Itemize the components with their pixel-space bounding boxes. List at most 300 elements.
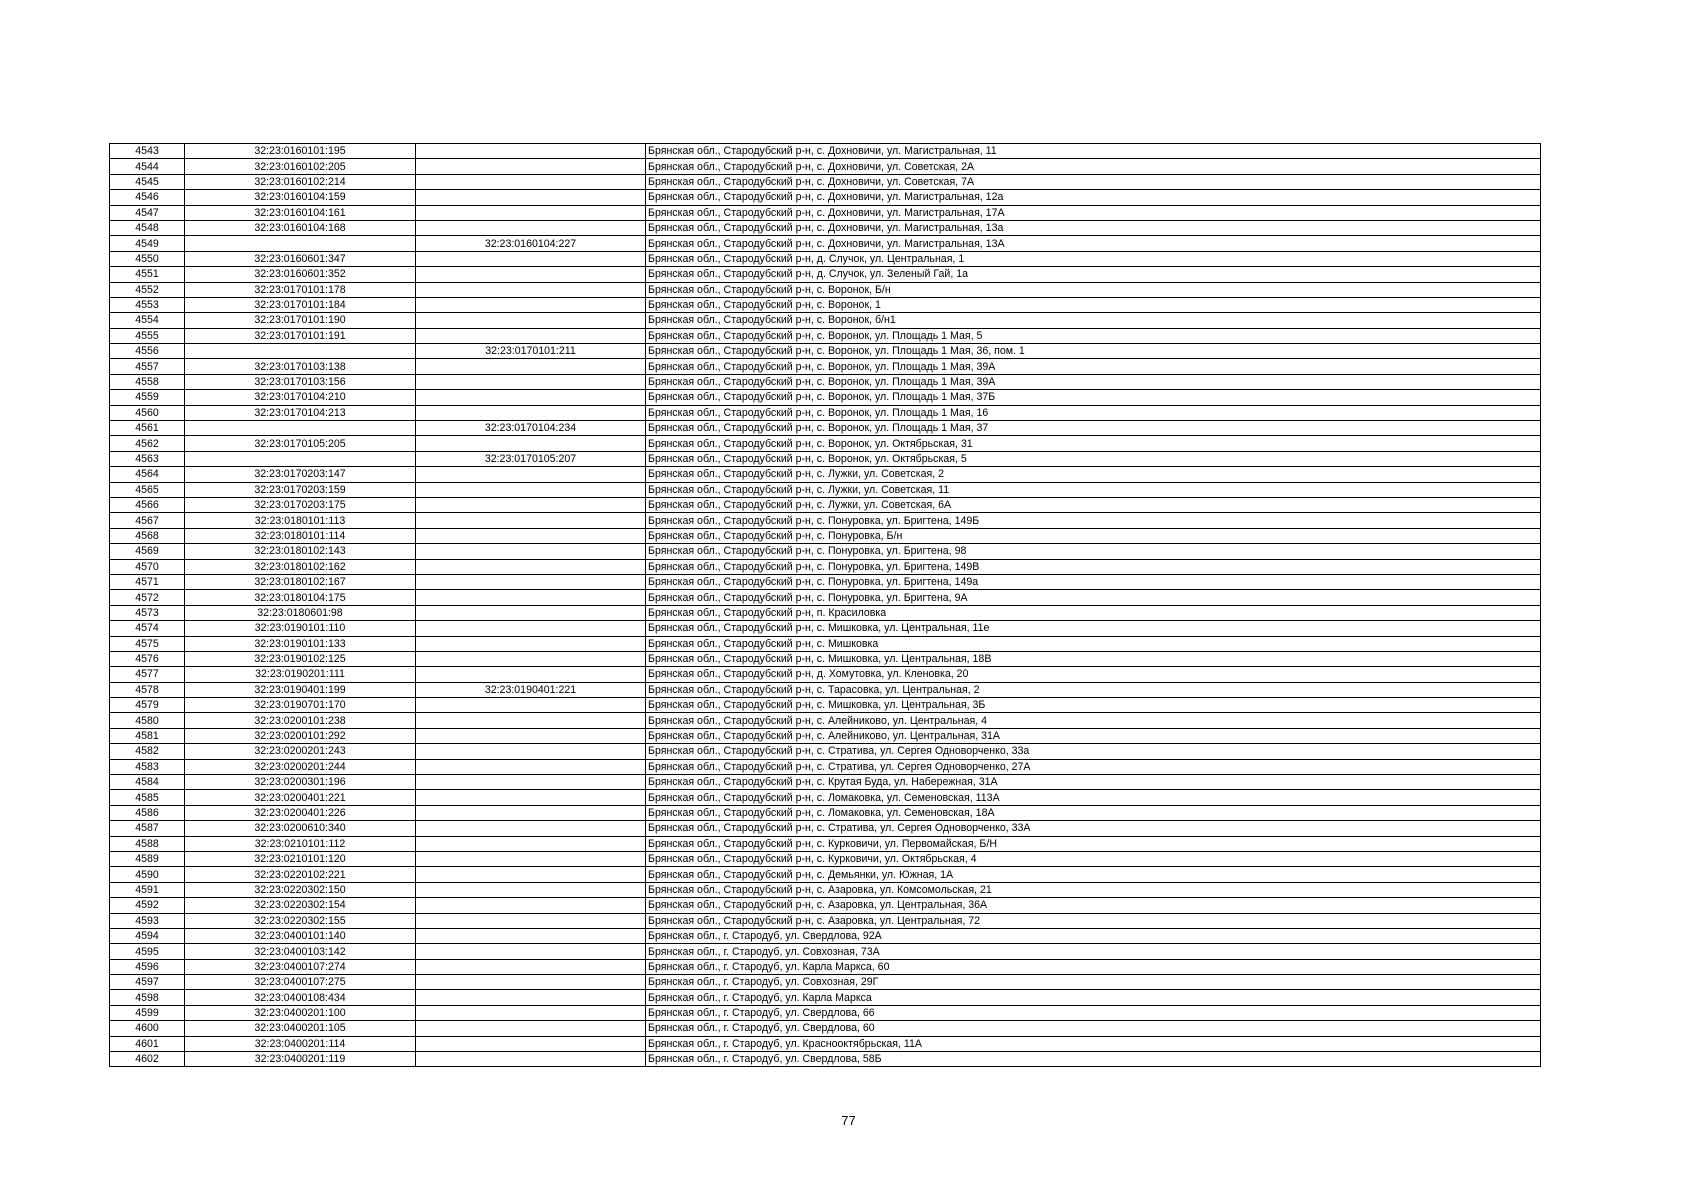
address-cell: Брянская обл., Стародубский р-н, с. Стратива, ул. Сергея Одноворченко, 27А <box>646 759 1541 774</box>
cadastral-number-cell: 32:23:0170101:184 <box>185 297 416 312</box>
row-number-cell: 4573 <box>110 605 185 620</box>
cadastral-number-cell: 32:23:0200401:221 <box>185 790 416 805</box>
cadastral-number-cell: 32:23:0160104:161 <box>185 205 416 220</box>
secondary-cadastral-number-cell <box>416 651 646 666</box>
table-row <box>110 713 1541 728</box>
table-row <box>110 790 1541 805</box>
cadastral-number-cell: 32:23:0180102:143 <box>185 544 416 559</box>
table-row <box>110 513 1541 528</box>
address-cell: Брянская обл., Стародубский р-н, с. Понуровка, Б/н <box>646 528 1541 543</box>
table-row <box>110 1005 1541 1020</box>
secondary-cadastral-number-cell <box>416 559 646 574</box>
table-body <box>110 144 1541 1067</box>
address-cell: Брянская обл., г. Стародуб, ул. Карла Маркса <box>646 990 1541 1005</box>
row-number-cell: 4577 <box>110 667 185 682</box>
table-row <box>110 528 1541 543</box>
table-row <box>110 251 1541 266</box>
table-row <box>110 282 1541 297</box>
secondary-cadastral-number-cell <box>416 867 646 882</box>
cadastral-number-cell: 32:23:0210101:112 <box>185 836 416 851</box>
secondary-cadastral-number-cell <box>416 775 646 790</box>
address-cell: Брянская обл., Стародубский р-н, с. Алейниково, ул. Центральная, 4 <box>646 713 1541 728</box>
address-cell: Брянская обл., Стародубский р-н, с. Воронок, б/н1 <box>646 313 1541 328</box>
secondary-cadastral-number-cell <box>416 390 646 405</box>
cadastral-number-cell: 32:23:0200610:340 <box>185 821 416 836</box>
table-row <box>110 867 1541 882</box>
table-row <box>110 421 1541 436</box>
address-cell: Брянская обл., г. Стародуб, ул. Свердлова, 60 <box>646 1021 1541 1036</box>
row-number-cell: 4590 <box>110 867 185 882</box>
table-row <box>110 1021 1541 1036</box>
secondary-cadastral-number-cell <box>416 636 646 651</box>
table-row <box>110 159 1541 174</box>
secondary-cadastral-number-cell <box>416 898 646 913</box>
secondary-cadastral-number-cell <box>416 821 646 836</box>
row-number-cell: 4561 <box>110 421 185 436</box>
address-cell: Брянская обл., Стародубский р-н, с. Лужки, ул. Советская, 6А <box>646 497 1541 512</box>
address-cell: Брянская обл., Стародубский р-н, с. Воронок, ул. Площадь 1 Мая, 16 <box>646 405 1541 420</box>
row-number-cell: 4576 <box>110 651 185 666</box>
table-row <box>110 267 1541 282</box>
table-row <box>110 374 1541 389</box>
cadastral-number-cell <box>185 421 416 436</box>
address-cell: Брянская обл., Стародубский р-н, с. Азаровка, ул. Комсомольская, 21 <box>646 882 1541 897</box>
cadastral-number-cell: 32:23:0210101:120 <box>185 851 416 866</box>
table-row <box>110 559 1541 574</box>
secondary-cadastral-number-cell <box>416 267 646 282</box>
cadastral-number-cell: 32:23:0180101:114 <box>185 528 416 543</box>
secondary-cadastral-number-cell <box>416 436 646 451</box>
address-cell: Брянская обл., Стародубский р-н, с. Алейниково, ул. Центральная, 31А <box>646 728 1541 743</box>
address-cell: Брянская обл., Стародубский р-н, с. Дохновичи, ул. Магистральная, 12а <box>646 190 1541 205</box>
secondary-cadastral-number-cell <box>416 513 646 528</box>
secondary-cadastral-number-cell <box>416 1021 646 1036</box>
address-cell: Брянская обл., Стародубский р-н, с. Дохновичи, ул. Советская, 7А <box>646 174 1541 189</box>
cadastral-number-cell: 32:23:0160104:159 <box>185 190 416 205</box>
row-number-cell: 4574 <box>110 621 185 636</box>
cadastral-number-cell: 32:23:0400107:274 <box>185 959 416 974</box>
row-number-cell: 4554 <box>110 313 185 328</box>
address-cell: Брянская обл., Стародубский р-н, с. Воронок, ул. Площадь 1 Мая, 37 <box>646 421 1541 436</box>
secondary-cadastral-number-cell <box>416 744 646 759</box>
cadastral-number-cell: 32:23:0400201:100 <box>185 1005 416 1020</box>
table-row <box>110 821 1541 836</box>
table-row <box>110 651 1541 666</box>
cadastral-number-cell: 32:23:0220302:154 <box>185 898 416 913</box>
address-cell: Брянская обл., Стародубский р-н, д. Хомутовка, ул. Кленовка, 20 <box>646 667 1541 682</box>
table-row <box>110 174 1541 189</box>
secondary-cadastral-number-cell <box>416 313 646 328</box>
table-row <box>110 775 1541 790</box>
row-number-cell: 4578 <box>110 682 185 697</box>
row-number-cell: 4588 <box>110 836 185 851</box>
table-row <box>110 467 1541 482</box>
address-cell: Брянская обл., г. Стародуб, ул. Совхозная, 29Г <box>646 975 1541 990</box>
secondary-cadastral-number-cell <box>416 574 646 589</box>
table-row <box>110 898 1541 913</box>
row-number-cell: 4567 <box>110 513 185 528</box>
row-number-cell: 4582 <box>110 744 185 759</box>
row-number-cell: 4560 <box>110 405 185 420</box>
row-number-cell: 4544 <box>110 159 185 174</box>
cadastral-number-cell: 32:23:0190101:110 <box>185 621 416 636</box>
secondary-cadastral-number-cell <box>416 605 646 620</box>
secondary-cadastral-number-cell <box>416 482 646 497</box>
address-cell: Брянская обл., Стародубский р-н, с. Дохновичи, ул. Советская, 2А <box>646 159 1541 174</box>
row-number-cell: 4564 <box>110 467 185 482</box>
cadastral-number-cell: 32:23:0160104:168 <box>185 220 416 235</box>
row-number-cell: 4546 <box>110 190 185 205</box>
secondary-cadastral-number-cell <box>416 297 646 312</box>
address-cell: Брянская обл., Стародубский р-н, с. Понуровка, ул. Бригтена, 149В <box>646 559 1541 574</box>
cadastral-number-cell: 32:23:0400101:140 <box>185 928 416 943</box>
row-number-cell: 4566 <box>110 497 185 512</box>
table-row <box>110 805 1541 820</box>
table-row <box>110 913 1541 928</box>
address-cell: Брянская обл., Стародубский р-н, с. Стратива, ул. Сергея Одноворченко, 33а <box>646 744 1541 759</box>
table-row <box>110 975 1541 990</box>
secondary-cadastral-number-cell <box>416 528 646 543</box>
address-cell: Брянская обл., Стародубский р-н, с. Ломаковка, ул. Семеновская, 113А <box>646 790 1541 805</box>
table-row <box>110 959 1541 974</box>
row-number-cell: 4562 <box>110 436 185 451</box>
row-number-cell: 4555 <box>110 328 185 343</box>
row-number-cell: 4570 <box>110 559 185 574</box>
address-cell: Брянская обл., Стародубский р-н, с. Понуровка, ул. Бригтена, 98 <box>646 544 1541 559</box>
secondary-cadastral-number-cell <box>416 990 646 1005</box>
table-row <box>110 220 1541 235</box>
row-number-cell: 4585 <box>110 790 185 805</box>
address-cell: Брянская обл., г. Стародуб, ул. Свердлова, 66 <box>646 1005 1541 1020</box>
secondary-cadastral-number-cell <box>416 205 646 220</box>
row-number-cell: 4550 <box>110 251 185 266</box>
cadastral-number-cell: 32:23:0170203:159 <box>185 482 416 497</box>
cadastral-number-cell: 32:23:0170104:213 <box>185 405 416 420</box>
secondary-cadastral-number-cell <box>416 790 646 805</box>
row-number-cell: 4596 <box>110 959 185 974</box>
cadastral-number-cell: 32:23:0220102:221 <box>185 867 416 882</box>
row-number-cell: 4587 <box>110 821 185 836</box>
table-row <box>110 759 1541 774</box>
secondary-cadastral-number-cell <box>416 220 646 235</box>
row-number-cell: 4548 <box>110 220 185 235</box>
cadastral-number-cell: 32:23:0200201:244 <box>185 759 416 774</box>
row-number-cell: 4557 <box>110 359 185 374</box>
cadastral-number-cell: 32:23:0160102:205 <box>185 159 416 174</box>
secondary-cadastral-number-cell <box>416 975 646 990</box>
table-row <box>110 590 1541 605</box>
secondary-cadastral-number-cell <box>416 497 646 512</box>
cadastral-number-cell: 32:23:0200101:238 <box>185 713 416 728</box>
table-row <box>110 605 1541 620</box>
row-number-cell: 4592 <box>110 898 185 913</box>
cadastral-number-cell: 32:23:0170203:175 <box>185 497 416 512</box>
table-row <box>110 328 1541 343</box>
secondary-cadastral-number-cell: 32:23:0170101:211 <box>416 344 646 359</box>
table-row <box>110 667 1541 682</box>
cadastral-number-cell: 32:23:0170105:205 <box>185 436 416 451</box>
table-row <box>110 1036 1541 1051</box>
row-number-cell: 4547 <box>110 205 185 220</box>
row-number-cell: 4553 <box>110 297 185 312</box>
row-number-cell: 4579 <box>110 698 185 713</box>
cadastral-number-cell: 32:23:0180102:167 <box>185 574 416 589</box>
row-number-cell: 4568 <box>110 528 185 543</box>
cadastral-number-cell: 32:23:0400201:119 <box>185 1052 416 1067</box>
row-number-cell: 4593 <box>110 913 185 928</box>
address-cell: Брянская обл., г. Стародуб, ул. Свердлова, 92А <box>646 928 1541 943</box>
cadastral-number-cell <box>185 344 416 359</box>
cadastral-number-cell: 32:23:0200101:292 <box>185 728 416 743</box>
address-cell: Брянская обл., г. Стародуб, ул. Совхозная, 73А <box>646 944 1541 959</box>
cadastral-number-cell: 32:23:0170203:147 <box>185 467 416 482</box>
row-number-cell: 4600 <box>110 1021 185 1036</box>
cadastral-number-cell: 32:23:0190201:111 <box>185 667 416 682</box>
secondary-cadastral-number-cell <box>416 405 646 420</box>
address-cell: Брянская обл., г. Стародуб, ул. Краснооктябрьская, 11А <box>646 1036 1541 1051</box>
address-cell: Брянская обл., Стародубский р-н, с. Воронок, ул. Площадь 1 Мая, 39А <box>646 359 1541 374</box>
row-number-cell: 4559 <box>110 390 185 405</box>
address-cell: Брянская обл., Стародубский р-н, с. Дохновичи, ул. Магистральная, 11 <box>646 144 1541 159</box>
secondary-cadastral-number-cell: 32:23:0170105:207 <box>416 451 646 466</box>
row-number-cell: 4601 <box>110 1036 185 1051</box>
table-row <box>110 682 1541 697</box>
table-row <box>110 928 1541 943</box>
row-number-cell: 4572 <box>110 590 185 605</box>
address-cell: Брянская обл., Стародубский р-н, с. Курковичи, ул. Первомайская, Б/Н <box>646 836 1541 851</box>
address-cell: Брянская обл., Стародубский р-н, с. Воронок, ул. Октябрьская, 31 <box>646 436 1541 451</box>
table-row <box>110 190 1541 205</box>
table-row <box>110 728 1541 743</box>
row-number-cell: 4597 <box>110 975 185 990</box>
table-row <box>110 144 1541 159</box>
table-row <box>110 236 1541 251</box>
secondary-cadastral-number-cell <box>416 374 646 389</box>
cadastral-number-cell: 32:23:0170103:156 <box>185 374 416 389</box>
cadastral-number-cell: 32:23:0200201:243 <box>185 744 416 759</box>
cadastral-number-cell: 32:23:0180601:98 <box>185 605 416 620</box>
address-cell: Брянская обл., Стародубский р-н, с. Воронок, 1 <box>646 297 1541 312</box>
address-cell: Брянская обл., Стародубский р-н, с. Понуровка, ул. Бригтена, 9А <box>646 590 1541 605</box>
cadastral-number-cell: 32:23:0180104:175 <box>185 590 416 605</box>
secondary-cadastral-number-cell <box>416 590 646 605</box>
secondary-cadastral-number-cell <box>416 1052 646 1067</box>
property-register-table <box>109 143 1541 1067</box>
row-number-cell: 4545 <box>110 174 185 189</box>
address-cell: Брянская обл., Стародубский р-н, с. Воронок, ул. Октябрьская, 5 <box>646 451 1541 466</box>
cadastral-number-cell: 32:23:0200301:196 <box>185 775 416 790</box>
row-number-cell: 4599 <box>110 1005 185 1020</box>
cadastral-number-cell: 32:23:0400201:114 <box>185 1036 416 1051</box>
table-row <box>110 698 1541 713</box>
row-number-cell: 4565 <box>110 482 185 497</box>
address-cell: Брянская обл., Стародубский р-н, с. Дохновичи, ул. Магистральная, 13а <box>646 220 1541 235</box>
table-row <box>110 390 1541 405</box>
row-number-cell: 4595 <box>110 944 185 959</box>
secondary-cadastral-number-cell <box>416 544 646 559</box>
secondary-cadastral-number-cell <box>416 251 646 266</box>
cadastral-number-cell: 32:23:0170103:138 <box>185 359 416 374</box>
secondary-cadastral-number-cell <box>416 913 646 928</box>
row-number-cell: 4571 <box>110 574 185 589</box>
secondary-cadastral-number-cell <box>416 328 646 343</box>
table-row <box>110 621 1541 636</box>
page-number: 77 <box>841 1113 856 1128</box>
row-number-cell: 4551 <box>110 267 185 282</box>
secondary-cadastral-number-cell <box>416 144 646 159</box>
address-cell: Брянская обл., Стародубский р-н, с. Мишковка, ул. Центральная, 18В <box>646 651 1541 666</box>
address-cell: Брянская обл., Стародубский р-н, с. Мишковка, ул. Центральная, 3Б <box>646 698 1541 713</box>
address-cell: Брянская обл., Стародубский р-н, д. Случок, ул. Зеленый Гай, 1а <box>646 267 1541 282</box>
secondary-cadastral-number-cell: 32:23:0170104:234 <box>416 421 646 436</box>
table-row <box>110 436 1541 451</box>
address-cell: Брянская обл., г. Стародуб, ул. Свердлова, 58Б <box>646 1052 1541 1067</box>
secondary-cadastral-number-cell <box>416 698 646 713</box>
row-number-cell: 4602 <box>110 1052 185 1067</box>
address-cell: Брянская обл., Стародубский р-н, с. Мишковка <box>646 636 1541 651</box>
address-cell: Брянская обл., Стародубский р-н, с. Воронок, ул. Площадь 1 Мая, 39А <box>646 374 1541 389</box>
row-number-cell: 4589 <box>110 851 185 866</box>
row-number-cell: 4549 <box>110 236 185 251</box>
cadastral-number-cell: 32:23:0190701:170 <box>185 698 416 713</box>
secondary-cadastral-number-cell <box>416 759 646 774</box>
table-row <box>110 1052 1541 1067</box>
secondary-cadastral-number-cell <box>416 467 646 482</box>
address-cell: Брянская обл., Стародубский р-н, п. Красиловка <box>646 605 1541 620</box>
secondary-cadastral-number-cell <box>416 944 646 959</box>
secondary-cadastral-number-cell <box>416 190 646 205</box>
table-row <box>110 205 1541 220</box>
address-cell: Брянская обл., Стародубский р-н, с. Воронок, ул. Площадь 1 Мая, 37Б <box>646 390 1541 405</box>
secondary-cadastral-number-cell: 32:23:0190401:221 <box>416 682 646 697</box>
cadastral-number-cell <box>185 451 416 466</box>
secondary-cadastral-number-cell <box>416 959 646 974</box>
secondary-cadastral-number-cell <box>416 159 646 174</box>
secondary-cadastral-number-cell <box>416 728 646 743</box>
table-row <box>110 636 1541 651</box>
cadastral-number-cell <box>185 236 416 251</box>
row-number-cell: 4598 <box>110 990 185 1005</box>
address-cell: Брянская обл., Стародубский р-н, с. Понуровка, ул. Бригтена, 149а <box>646 574 1541 589</box>
row-number-cell: 4583 <box>110 759 185 774</box>
cadastral-number-cell: 32:23:0170104:210 <box>185 390 416 405</box>
row-number-cell: 4575 <box>110 636 185 651</box>
cadastral-number-cell: 32:23:0170101:191 <box>185 328 416 343</box>
address-cell: Брянская обл., Стародубский р-н, с. Понуровка, ул. Бригтена, 149Б <box>646 513 1541 528</box>
cadastral-number-cell: 32:23:0220302:150 <box>185 882 416 897</box>
row-number-cell: 4552 <box>110 282 185 297</box>
cadastral-number-cell: 32:23:0200401:226 <box>185 805 416 820</box>
secondary-cadastral-number-cell <box>416 1036 646 1051</box>
secondary-cadastral-number-cell <box>416 882 646 897</box>
cadastral-number-cell: 32:23:0220302:155 <box>185 913 416 928</box>
secondary-cadastral-number-cell <box>416 713 646 728</box>
table-row <box>110 451 1541 466</box>
secondary-cadastral-number-cell <box>416 359 646 374</box>
table-row <box>110 405 1541 420</box>
address-cell: Брянская обл., Стародубский р-н, с. Лужки, ул. Советская, 2 <box>646 467 1541 482</box>
row-number-cell: 4563 <box>110 451 185 466</box>
row-number-cell: 4543 <box>110 144 185 159</box>
row-number-cell: 4591 <box>110 882 185 897</box>
table-row <box>110 836 1541 851</box>
address-cell: Брянская обл., Стародубский р-н, с. Азаровка, ул. Центральная, 36А <box>646 898 1541 913</box>
address-cell: Брянская обл., Стародубский р-н, с. Дохновичи, ул. Магистральная, 17А <box>646 205 1541 220</box>
table-row <box>110 544 1541 559</box>
cadastral-number-cell: 32:23:0160101:195 <box>185 144 416 159</box>
address-cell: Брянская обл., Стародубский р-н, с. Воронок, Б/н <box>646 282 1541 297</box>
secondary-cadastral-number-cell <box>416 836 646 851</box>
secondary-cadastral-number-cell <box>416 282 646 297</box>
cadastral-number-cell: 32:23:0190102:125 <box>185 651 416 666</box>
secondary-cadastral-number-cell <box>416 928 646 943</box>
table-row <box>110 574 1541 589</box>
cadastral-number-cell: 32:23:0400201:105 <box>185 1021 416 1036</box>
table-row <box>110 359 1541 374</box>
address-cell: Брянская обл., Стародубский р-н, с. Крутая Буда, ул. Набережная, 31А <box>646 775 1541 790</box>
address-cell: Брянская обл., Стародубский р-н, с. Лужки, ул. Советская, 11 <box>646 482 1541 497</box>
row-number-cell: 4584 <box>110 775 185 790</box>
row-number-cell: 4569 <box>110 544 185 559</box>
secondary-cadastral-number-cell <box>416 667 646 682</box>
cadastral-number-cell: 32:23:0180101:113 <box>185 513 416 528</box>
address-cell: Брянская обл., Стародубский р-н, с. Ломаковка, ул. Семеновская, 18А <box>646 805 1541 820</box>
row-number-cell: 4581 <box>110 728 185 743</box>
address-cell: Брянская обл., Стародубский р-н, с. Курковичи, ул. Октябрьская, 4 <box>646 851 1541 866</box>
row-number-cell: 4558 <box>110 374 185 389</box>
address-cell: Брянская обл., Стародубский р-н, с. Демьянки, ул. Южная, 1А <box>646 867 1541 882</box>
address-cell: Брянская обл., Стародубский р-н, с. Мишковка, ул. Центральная, 11е <box>646 621 1541 636</box>
secondary-cadastral-number-cell: 32:23:0160104:227 <box>416 236 646 251</box>
cadastral-number-cell: 32:23:0190101:133 <box>185 636 416 651</box>
row-number-cell: 4580 <box>110 713 185 728</box>
secondary-cadastral-number-cell <box>416 1005 646 1020</box>
table-row <box>110 990 1541 1005</box>
address-cell: Брянская обл., Стародубский р-н, с. Стратива, ул. Сергея Одноворченко, 33А <box>646 821 1541 836</box>
secondary-cadastral-number-cell <box>416 174 646 189</box>
cadastral-number-cell: 32:23:0160601:347 <box>185 251 416 266</box>
table-row <box>110 482 1541 497</box>
address-cell: Брянская обл., Стародубский р-н, с. Воронок, ул. Площадь 1 Мая, 36, пом. 1 <box>646 344 1541 359</box>
address-cell: Брянская обл., г. Стародуб, ул. Карла Маркса, 60 <box>646 959 1541 974</box>
address-cell: Брянская обл., Стародубский р-н, д. Случок, ул. Центральная, 1 <box>646 251 1541 266</box>
cadastral-number-cell: 32:23:0400103:142 <box>185 944 416 959</box>
row-number-cell: 4594 <box>110 928 185 943</box>
cadastral-number-cell: 32:23:0190401:199 <box>185 682 416 697</box>
table-row <box>110 297 1541 312</box>
cadastral-number-cell: 32:23:0400107:275 <box>185 975 416 990</box>
table-row <box>110 744 1541 759</box>
cadastral-number-cell: 32:23:0160102:214 <box>185 174 416 189</box>
row-number-cell: 4556 <box>110 344 185 359</box>
table-row <box>110 497 1541 512</box>
address-cell: Брянская обл., Стародубский р-н, с. Дохновичи, ул. Магистральная, 13А <box>646 236 1541 251</box>
secondary-cadastral-number-cell <box>416 621 646 636</box>
cadastral-number-cell: 32:23:0170101:178 <box>185 282 416 297</box>
table-row <box>110 851 1541 866</box>
cadastral-number-cell: 32:23:0400108:434 <box>185 990 416 1005</box>
table-row <box>110 313 1541 328</box>
address-cell: Брянская обл., Стародубский р-н, с. Тарасовка, ул. Центральная, 2 <box>646 682 1541 697</box>
cadastral-number-cell: 32:23:0180102:162 <box>185 559 416 574</box>
row-number-cell: 4586 <box>110 805 185 820</box>
cadastral-number-cell: 32:23:0170101:190 <box>185 313 416 328</box>
table-row <box>110 344 1541 359</box>
table-row <box>110 882 1541 897</box>
table-row <box>110 944 1541 959</box>
secondary-cadastral-number-cell <box>416 805 646 820</box>
cadastral-number-cell: 32:23:0160601:352 <box>185 267 416 282</box>
